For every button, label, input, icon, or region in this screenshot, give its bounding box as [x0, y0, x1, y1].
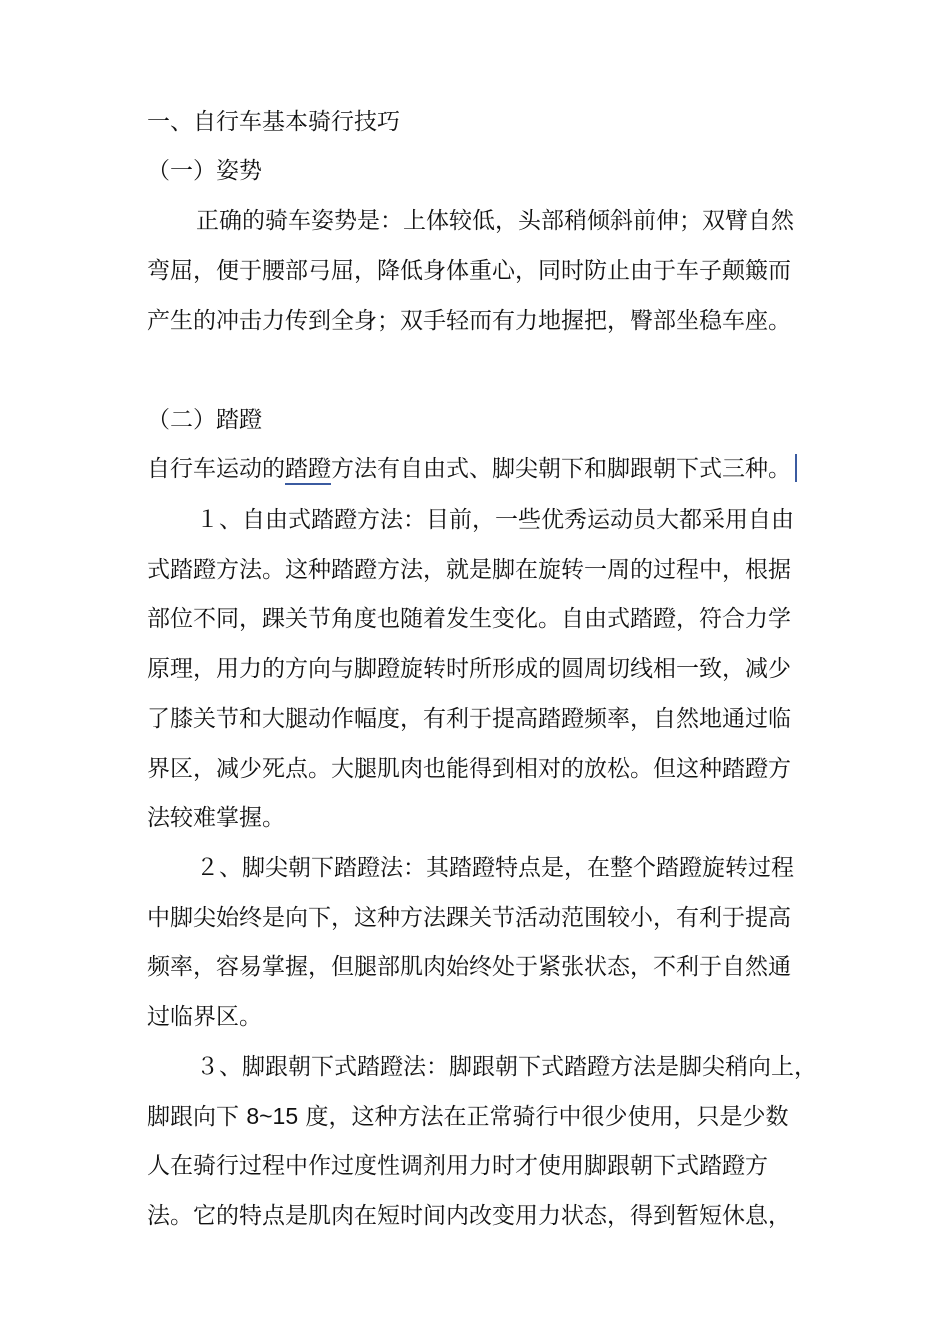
freestyle-text-line: １、自由式踏蹬方法：目前，一些优秀运动员大都采用自由: [196, 507, 794, 533]
posture-text-line: 弯屈，便于腰部弓屈，降低身体重心，同时防止由于车子颠簸而: [147, 258, 791, 284]
freestyle-text-line: 部位不同，踝关节角度也随着发生变化。自由式踏蹬，符合力学: [147, 606, 791, 632]
section-title-pedaling: （二）踏蹬: [147, 407, 262, 433]
text-cursor: [795, 454, 797, 482]
toe-down-text-line: 中脚尖始终是向下，这种方法踝关节活动范围较小，有利于提高: [147, 905, 791, 931]
document-heading: 一、自行车基本骑行技巧: [147, 109, 400, 135]
toe-down-text-line: 频率，容易掌握，但腿部肌肉始终处于紧张状态，不利于自然通: [147, 954, 791, 980]
freestyle-text-line: 界区，减少死点。大腿肌肉也能得到相对的放松。但这种踏蹬方: [147, 756, 791, 782]
posture-text-line: 产生的冲击力传到全身；双手轻而有力地握把，臀部坐稳车座。: [147, 308, 791, 334]
heel-down-text-line: [147, 1101, 827, 1132]
intro-text: 方法有自由式、脚尖朝下和脚跟朝下式三种。: [331, 456, 791, 482]
freestyle-text-line: 式踏蹬方法。这种踏蹬方法，就是脚在旋转一周的过程中，根据: [147, 557, 791, 583]
underlined-term: 踏蹬: [285, 456, 331, 485]
intro-text: 自行车运动的: [147, 456, 285, 482]
heel-text: 脚跟向下: [147, 1104, 239, 1130]
heel-down-text-line: ３、脚跟朝下式踏蹬法：脚跟朝下式踏蹬方法是脚尖稍向上，: [196, 1054, 817, 1080]
pedaling-intro: [147, 454, 827, 484]
freestyle-text-line: 了膝关节和大腿动作幅度，有利于提高踏蹬频率，自然地通过临: [147, 706, 791, 732]
freestyle-text-line: 原理，用力的方向与脚蹬旋转时所形成的圆周切线相一致，减少: [147, 656, 791, 682]
toe-down-text-line: ２、脚尖朝下踏蹬法：其踏蹬特点是，在整个踏蹬旋转过程: [196, 855, 794, 881]
degree-range: 8~15: [246, 1103, 299, 1129]
heel-down-text-line: 人在骑行过程中作过度性调剂用力时才使用脚跟朝下式踏蹬方: [147, 1153, 768, 1179]
posture-text-line: 正确的骑车姿势是：上体较低，头部稍倾斜前伸；双臂自然: [196, 208, 794, 234]
toe-down-text-line: 过临界区。: [147, 1004, 262, 1030]
section-title-posture: （一）姿势: [147, 158, 262, 184]
heel-down-text-line: 法。它的特点是肌肉在短时间内改变用力状态，得到暂短休息，: [147, 1203, 791, 1229]
heel-text: 度，这种方法在正常骑行中很少使用，只是少数: [305, 1104, 789, 1130]
freestyle-text-line: 法较难掌握。: [147, 805, 285, 831]
